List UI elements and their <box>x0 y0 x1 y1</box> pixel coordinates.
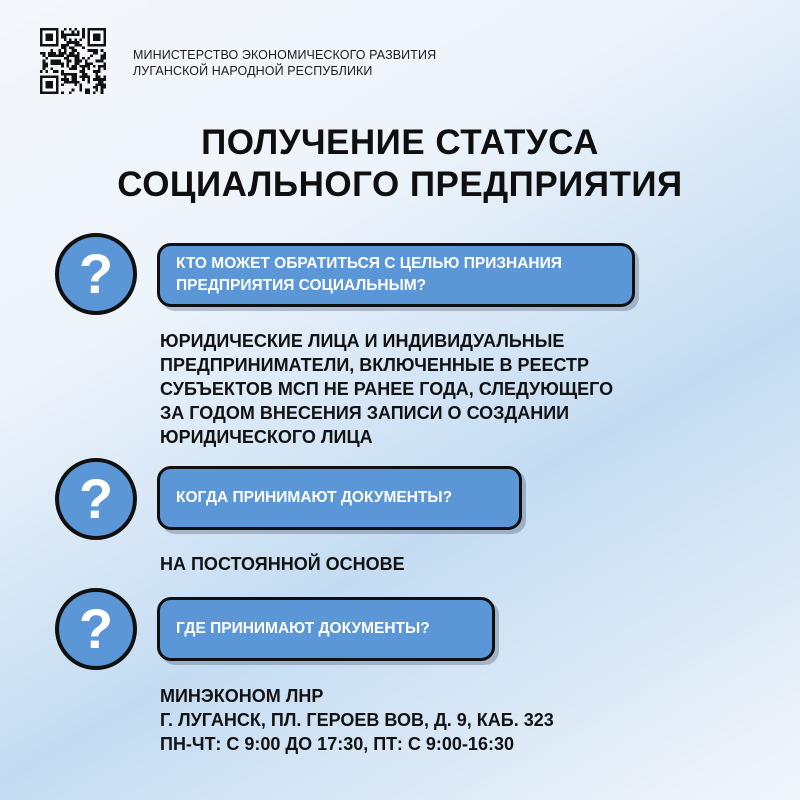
question-mark-symbol: ? <box>78 597 114 660</box>
answer-text <box>160 329 613 449</box>
question-mark-symbol: ? <box>78 242 114 305</box>
question-bubble <box>157 243 635 307</box>
ministry-name-line: МИНИСТЕРСТВО ЭКОНОМИЧЕСКОГО РАЗВИТИЯ <box>133 48 437 62</box>
ministry-name-line: ЛУГАНСКОЙ НАРОДНОЙ РЕСПУБЛИКИ <box>133 64 373 78</box>
answer-line: НА ПОСТОЯННОЙ ОСНОВЕ <box>160 554 405 574</box>
question-mark-icon <box>55 458 137 540</box>
question-bubble <box>157 466 522 530</box>
answer-text <box>160 552 405 576</box>
question-mark-icon <box>55 233 137 315</box>
question-text: ПРЕДПРИЯТИЯ СОЦИАЛЬНЫМ? <box>176 277 427 294</box>
answer-line: ПН-ЧТ: С 9:00 ДО 17:30, ПТ: С 9:00-16:30 <box>160 734 514 754</box>
ministry-name <box>133 47 436 79</box>
answer-line: ЗА ГОДОМ ВНЕСЕНИЯ ЗАПИСИ О СОЗДАНИИ <box>160 403 570 423</box>
answer-line: СУБЪЕКТОВ МСП НЕ РАНЕЕ ГОДА, СЛЕДУЮЩЕГО <box>160 379 614 399</box>
answer-line: Г. ЛУГАНСК, ПЛ. ГЕРОЕВ ВОВ, Д. 9, КАБ. 323 <box>160 710 554 730</box>
question-text: ГДЕ ПРИНИМАЮТ ДОКУМЕНТЫ? <box>176 620 430 637</box>
question-text: КОГДА ПРИНИМАЮТ ДОКУМЕНТЫ? <box>176 489 453 506</box>
question-bubble <box>157 597 495 661</box>
question-mark-symbol: ? <box>78 467 114 530</box>
title-line: СОЦИАЛЬНОГО ПРЕДПРИЯТИЯ <box>117 165 683 204</box>
question-mark-icon <box>55 588 137 670</box>
title-line: ПОЛУЧЕНИЕ СТАТУСА <box>201 123 599 162</box>
question-text: КТО МОЖЕТ ОБРАТИТЬСЯ С ЦЕЛЬЮ ПРИЗНАНИЯ <box>176 255 562 272</box>
answer-line: ПРЕДПРИНИМАТЕЛИ, ВКЛЮЧЕННЫЕ В РЕЕСТР <box>160 355 590 375</box>
answer-line: ЮРИДИЧЕСКОГО ЛИЦА <box>160 427 373 447</box>
page-title <box>0 122 800 206</box>
qr-code-icon <box>40 28 106 94</box>
answer-line: МИНЭКОНОМ ЛНР <box>160 686 324 706</box>
answer-text <box>160 684 554 756</box>
answer-line: ЮРИДИЧЕСКИЕ ЛИЦА И ИНДИВИДУАЛЬНЫЕ <box>160 331 565 351</box>
